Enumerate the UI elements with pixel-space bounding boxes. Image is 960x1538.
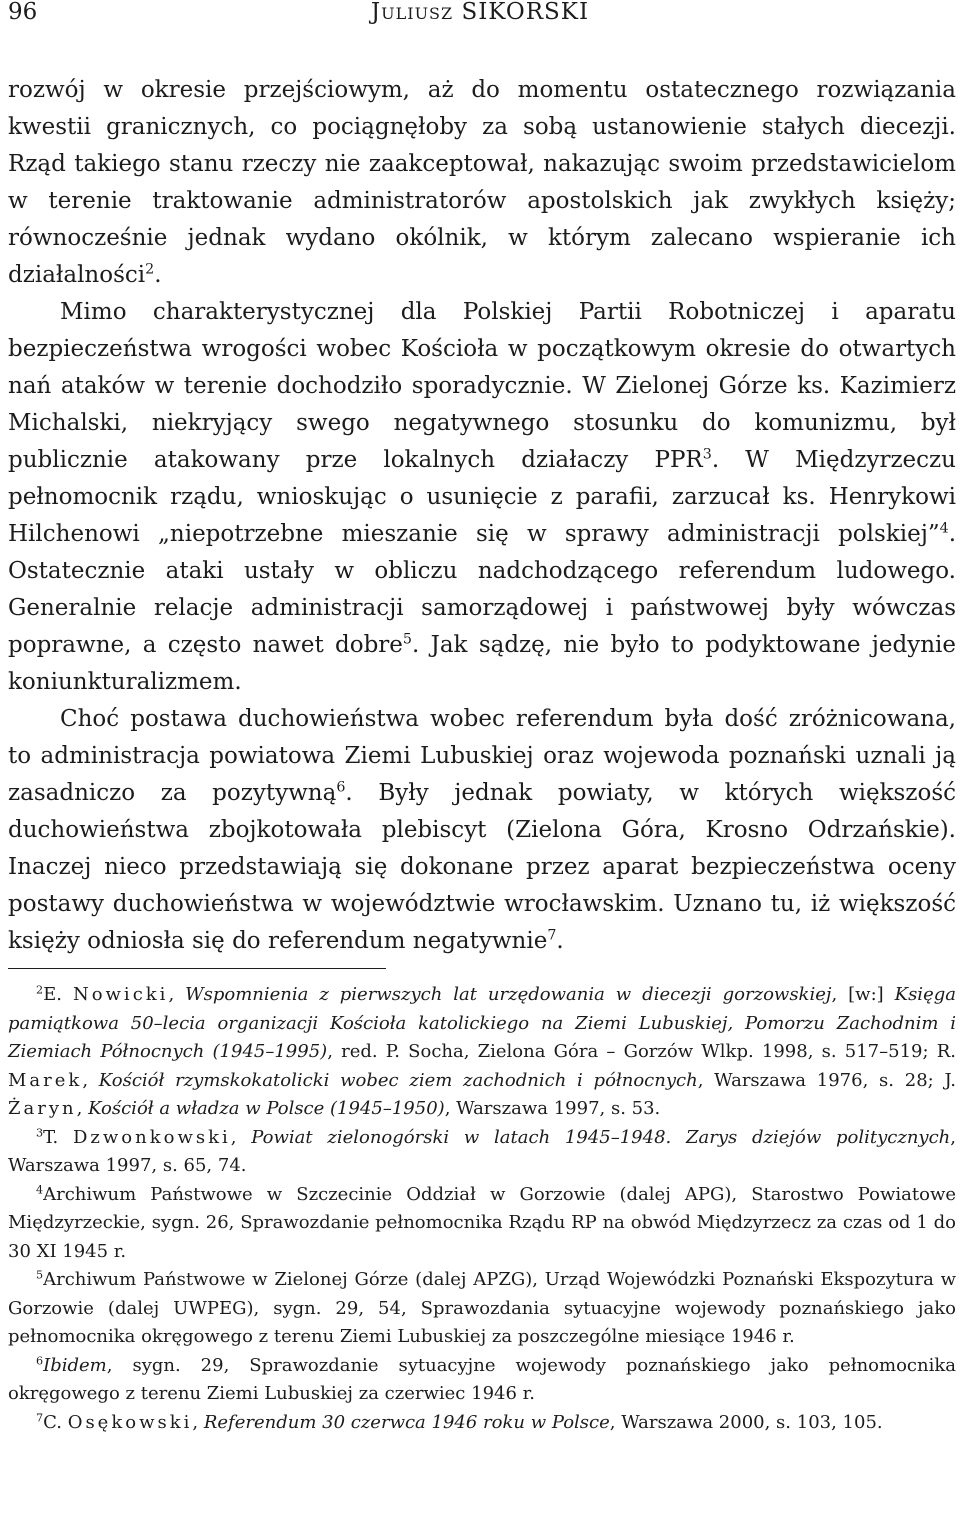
author-name: Osękowski	[67, 1411, 193, 1433]
text-run: Archiwum Państwowe w Zielonej Górze (dalej APZG), Urząd Wojewódzki Poznański Ekspozytura w Gorzowie (dalej UWPEG), sygn. 29, 54, Sprawozdania sytuacyjne wojewody poznańskiego jako pełnomocnika okręgowego z terenu Ziemi Lubuskiej za poszczególne miesiące 1946 r.	[8, 1269, 956, 1347]
author-name: Marek	[8, 1069, 83, 1091]
text-run: T.	[43, 1126, 73, 1148]
author-name: Nowicki	[72, 984, 169, 1005]
text-run: ,	[82, 1069, 99, 1091]
text-run: . W Międzyrzeczu pełnomocnik rządu, wnioskując o usunięcie z parafii, zarzucał ks. Henrykowi Hilchenowi „niepotrzebne mieszanie się w sprawy administracji polskiej”	[8, 447, 956, 547]
text-run: Mimo charakterystycznej dla Polskiej Partii Robotniczej i aparatu bezpieczeństwa wrogości wobec Kościoła w początkowym okresie do otwartych nań ataków w terenie dochodziło sporadycznie. W Zielonej Górze ks. Kazimierz Michalski, niekryjący swego negatywnego stosunku do komunizmu, był publicznie atakowany prze lokalnych działaczy PPR	[8, 299, 956, 473]
footnote-3	[8, 1124, 956, 1181]
footnote-2	[8, 981, 956, 1124]
paragraph-2	[8, 294, 956, 701]
footnote-number: 5	[36, 1268, 44, 1282]
text-run: , sygn. 29, Sprawozdanie sytuacyjne wojewody poznańskiego jako pełnomocnika okręgowego z terenu Ziemi Lubuskiej za czerwiec 1946 r.	[8, 1354, 956, 1404]
footnote-ref: 3	[702, 446, 712, 463]
text-run: ,	[230, 1126, 252, 1148]
text-run: ,	[192, 1411, 204, 1433]
footnote-6	[8, 1352, 956, 1409]
text-run: , Warszawa 1997, s. 53.	[444, 1098, 661, 1119]
text-run: rozwój w okresie przejściowym, aż do momentu ostatecznego rozwiązania kwestii granicznych, co pociągnęłoby za sobą ustanowienie stałych diecezji. Rząd takiego stanu rzeczy nie zaakceptował, nakazując swoim przedstawicielom w terenie traktowanie administratorów apostolskich jak zwykłych księży; równocześnie jednak wydano okólnik, w którym zalecano wspieranie ich działalności	[8, 77, 956, 288]
footnote-number: 7	[36, 1410, 44, 1424]
text-run: E.	[43, 984, 73, 1005]
text-run: ,	[76, 1098, 89, 1119]
text-run: Archiwum Państwowe w Szczecinie Oddział w Gorzowie (dalej APG), Starostwo Powiatowe Międzyrzeckie, sygn. 26, Sprawozdanie pełnomocnika Rządu RP na obwód Międzyrzecz za czas od 1 do 30 XI 1945 r.	[8, 1183, 956, 1262]
text-run: . Były jednak powiaty, w których większość duchowieństwa zbojkotowała plebiscyt (Zielona Góra, Krosno Odrzańskie). Inaczej nieco przedstawiają się dokonane przez aparat bezpieczeństwa oceny postawy duchowieństwa w województwie wrocławskim. Uznano tu, iż większość księży odniosła się do referendum negatywnie	[8, 780, 956, 954]
work-title: Księga pamiątkowa 50–lecia organizacji Kościoła katolickiego na Ziemi Lubuskiej, Pomorzu Zachodnim i Ziemiach Północnych (1945–1995)	[8, 984, 956, 1062]
paragraph-1	[8, 72, 956, 294]
work-title: Referendum 30 czerwca 1946 roku w Polsce	[203, 1411, 610, 1433]
footnote-number: 4	[36, 1182, 44, 1196]
footnote-ref: 5	[402, 631, 412, 648]
text-run: , Warszawa 1997, s. 65, 74.	[8, 1126, 956, 1176]
paragraph-3	[8, 701, 956, 960]
running-head: Juliusz SIKORSKI	[370, 0, 590, 25]
text-run: ,	[168, 984, 186, 1005]
page-number: 96	[8, 0, 38, 25]
author-name: Dzwonkowski	[72, 1126, 231, 1148]
main-text	[8, 72, 956, 960]
author-name: Żaryn	[8, 1098, 77, 1119]
page-header	[0, 0, 960, 40]
text-run: , Warszawa 1976, s. 28; J.	[697, 1069, 956, 1091]
footnote-divider	[8, 968, 386, 969]
work-title: Powiat zielonogórski w latach 1945–1948. Zarys dziejów politycznych	[251, 1126, 951, 1148]
work-title: Ibidem	[43, 1354, 107, 1376]
text-run: .	[556, 928, 564, 954]
footnotes	[8, 981, 956, 1437]
footnote-7	[8, 1409, 956, 1438]
work-title: Wspomnienia z pierwszych lat urzędowania w diecezji gorzowskiej	[185, 984, 832, 1005]
footnote-ref: 6	[336, 779, 346, 796]
text-run: Choć postawa duchowieństwa wobec referendum była dość zróżnicowana, to administracja powiatowa Ziemi Lubuskiej oraz wojewoda poznański uznali ją zasadniczo za pozytywną	[8, 706, 956, 806]
work-title: Kościół rzymskokatolicki wobec ziem zachodnich i północnych	[98, 1069, 698, 1091]
footnote-ref: 7	[547, 927, 557, 944]
footnote-number: 6	[36, 1353, 44, 1367]
text-run: , [w:]	[831, 984, 895, 1005]
work-title: Kościół a władza w Polsce (1945–1950)	[88, 1098, 445, 1119]
text-run: . Jak sądzę, nie było to podyktowane jedynie koniunkturalizmem.	[8, 632, 956, 695]
text-run: C.	[43, 1411, 68, 1433]
footnote-ref: 4	[939, 520, 949, 537]
text-run: . Ostatecznie ataki ustały w obliczu nadchodzącego referendum ludowego. Generalnie relacje administracji samorządowej i państwowej były wówczas poprawne, a często nawet dobre	[8, 521, 956, 658]
text-run: .	[154, 262, 162, 288]
footnote-5	[8, 1266, 956, 1352]
footnote-4	[8, 1181, 956, 1267]
text-run: , Warszawa 2000, s. 103, 105.	[609, 1411, 883, 1433]
text-run: , red. P. Socha, Zielona Góra – Gorzów Wlkp. 1998, s. 517–519; R.	[327, 1041, 956, 1062]
footnote-number: 2	[36, 983, 44, 997]
footnote-ref: 2	[145, 261, 155, 278]
footnote-number: 3	[36, 1125, 44, 1139]
